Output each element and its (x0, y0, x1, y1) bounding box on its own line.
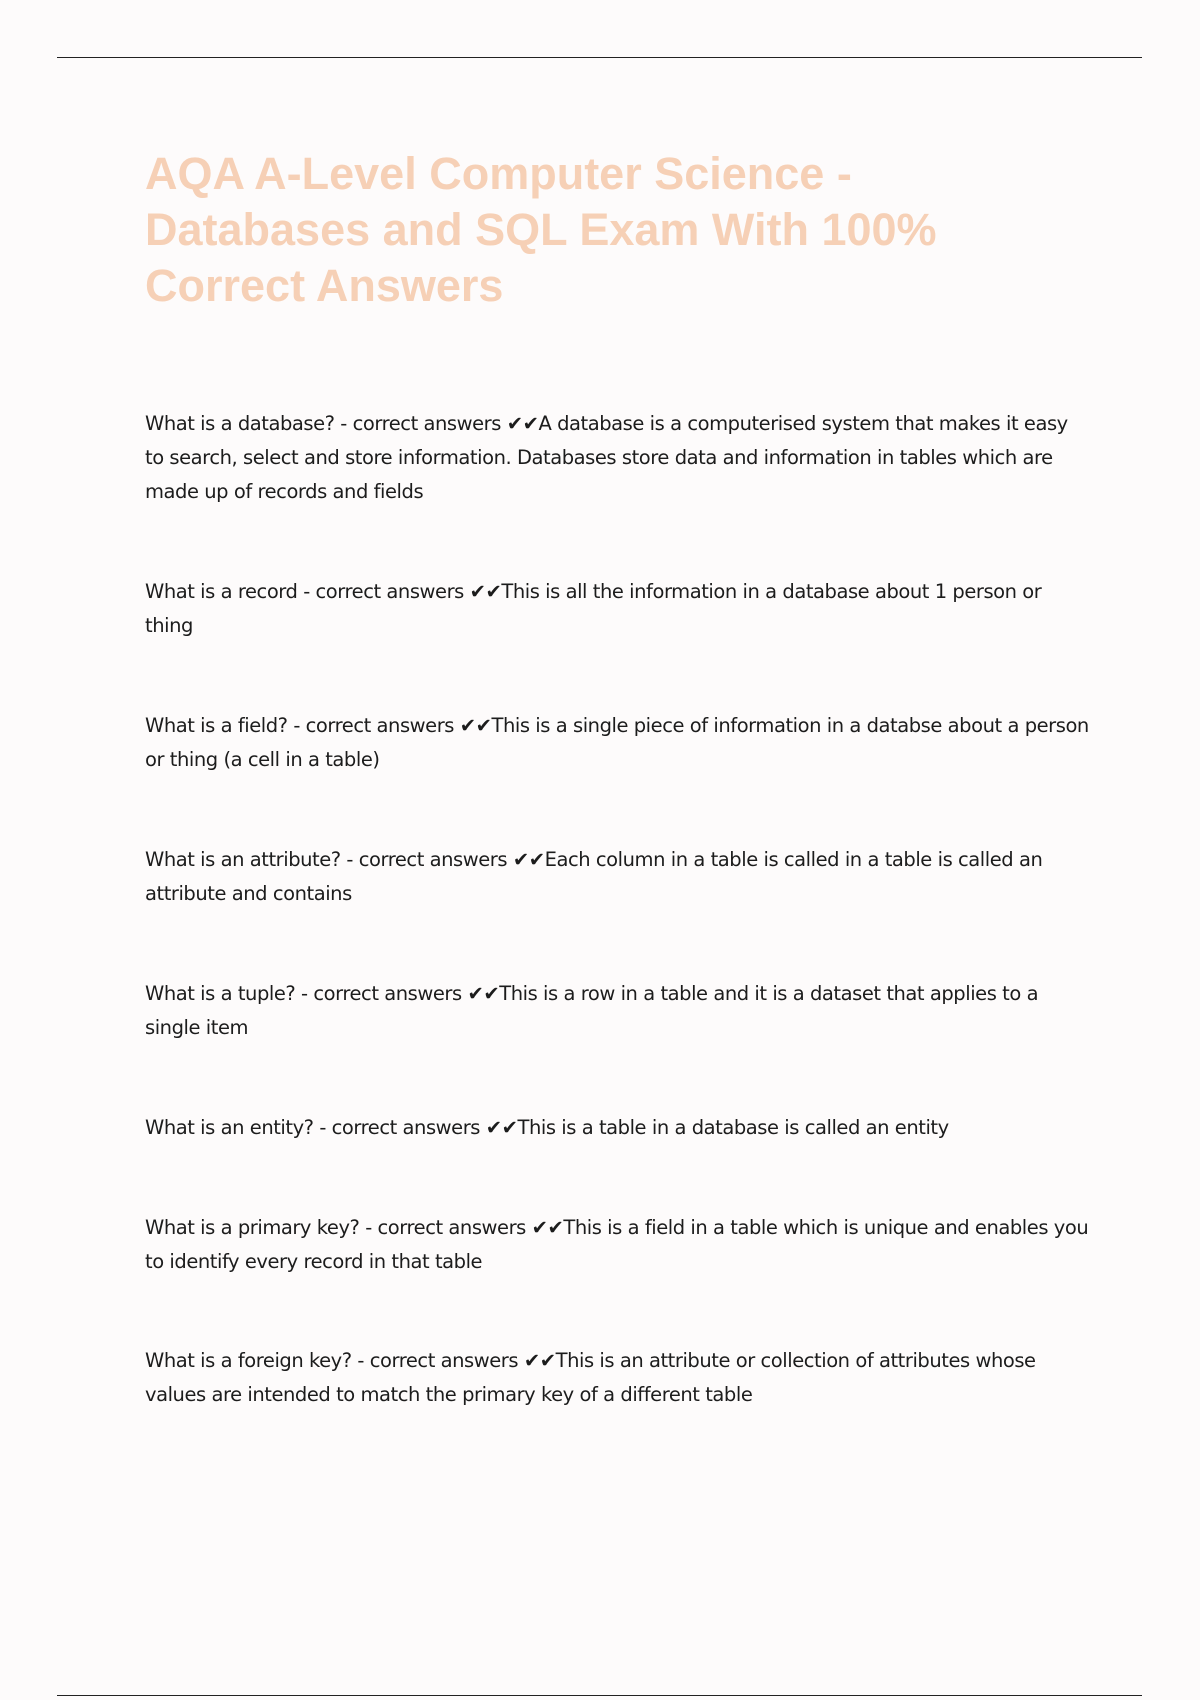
document-title: AQA A-Level Computer Science - Databases and SQL Exam With 100% Correct Answers (145, 148, 937, 311)
bottom-rule (57, 1695, 1142, 1696)
qa-entry-attribute: What is an attribute? - correct answers ✔✔Each column in a table is called in a table is called an attribute and contains (145, 848, 1049, 905)
qa-entry-primary-key: What is a primary key? - correct answers ✔✔This is a field in a table which is unique and enables you to identify every record in that table (145, 1216, 1095, 1273)
qa-entry-entity: What is an entity? - correct answers ✔✔This is a table in a database is called an entity (145, 1116, 949, 1139)
top-rule (57, 57, 1142, 58)
qa-entry-foreign-key: What is a foreign key? - correct answers ✔✔This is an attribute or collection of attributes whose values are intended to match the primary key of a different table (145, 1349, 1042, 1406)
qa-entry-tuple: What is a tuple? - correct answers ✔✔This is a row in a table and it is a dataset that applies to a single item (145, 982, 1044, 1039)
qa-entry-field: What is a field? - correct answers ✔✔This is a single piece of information in a databse about a person or thing (a cell in a table) (145, 714, 1095, 771)
qa-entry-record: What is a record - correct answers ✔✔This is all the information in a database about 1 person or thing (145, 580, 1048, 637)
qa-entry-database: What is a database? - correct answers ✔✔A database is a computerised system that makes it easy to search, select and store information. Databases store data and information in tables which are made up of records and fields (145, 412, 1074, 503)
